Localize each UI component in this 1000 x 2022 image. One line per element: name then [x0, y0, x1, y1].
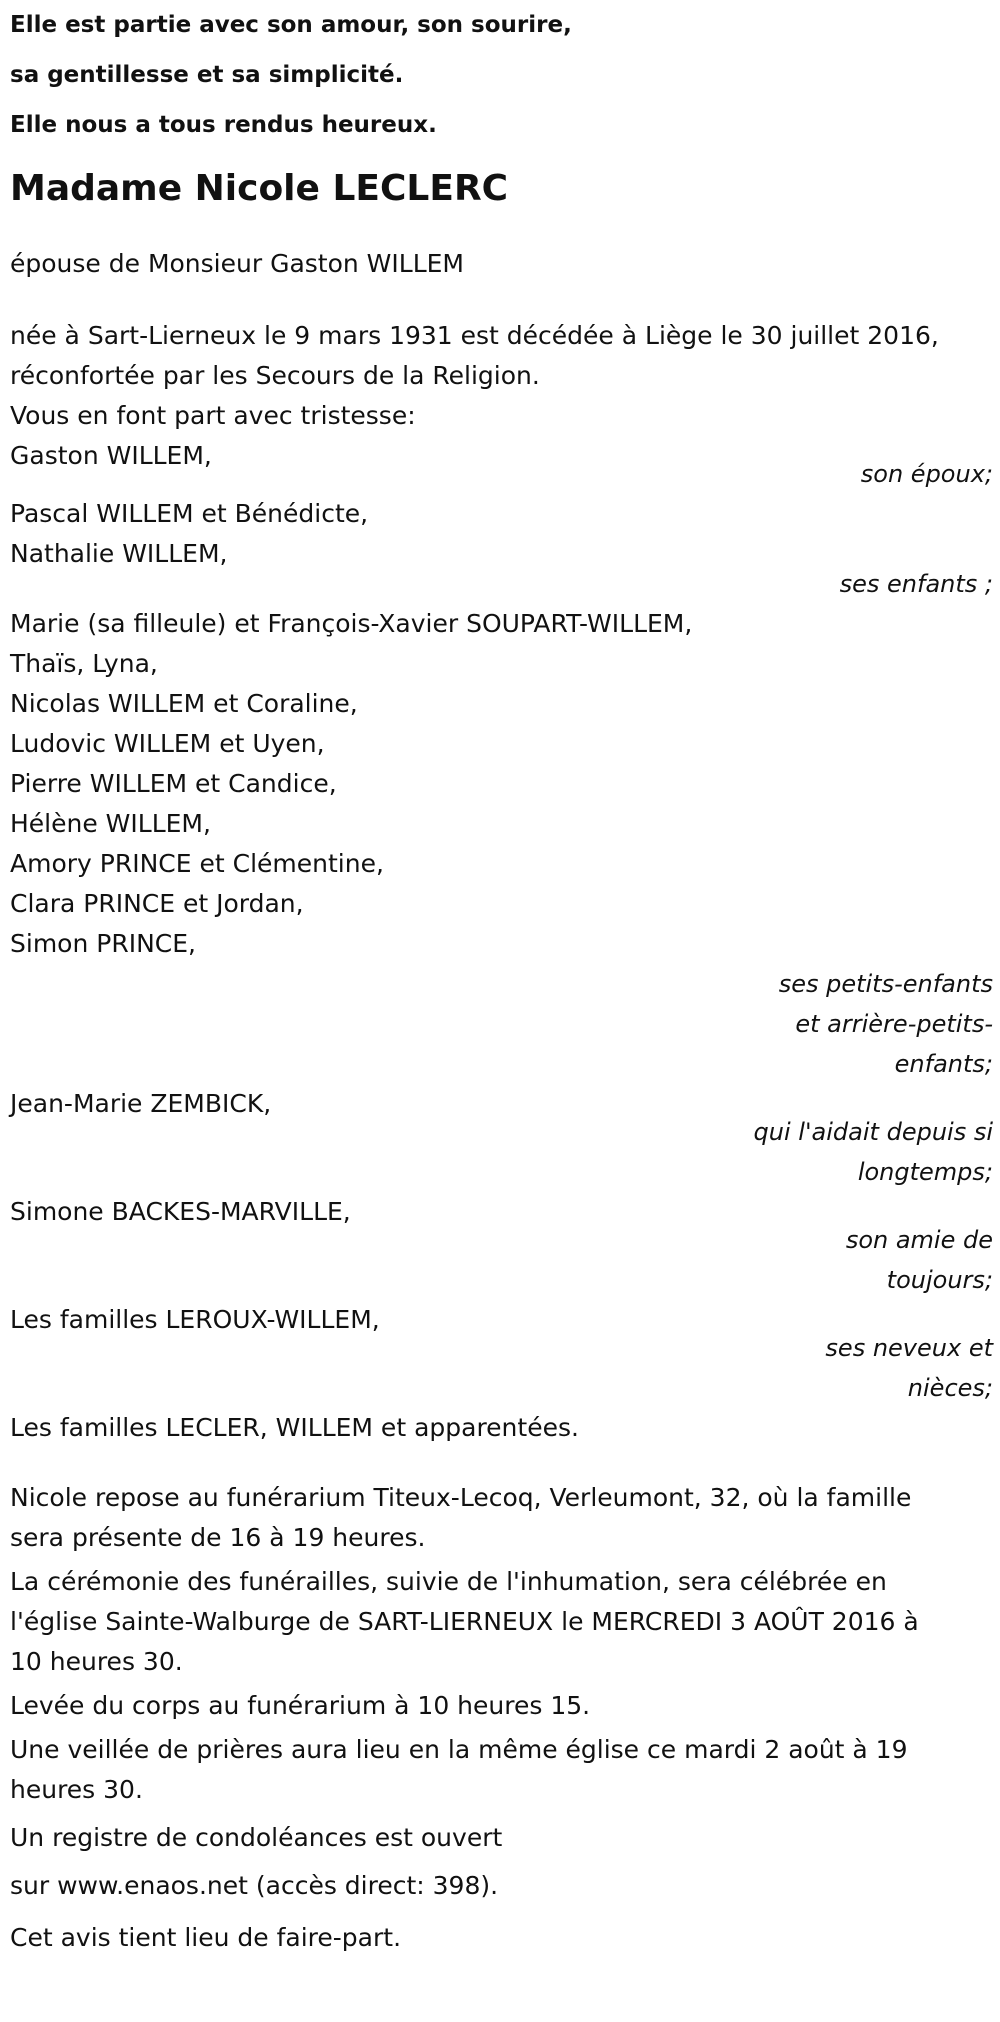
deceased-name: Madame Nicole LECLERC	[10, 168, 509, 209]
family-role-line: qui l'aidait depuis si	[753, 1118, 993, 1146]
birth-death-info	[10, 316, 995, 396]
family-role-line: et arrière-petits-	[795, 1010, 993, 1038]
family-role	[743, 964, 995, 1084]
detail-line: Nicole repose au funérarium Titeux-Lecoq, Verleumont, 32, où la famille	[10, 1483, 912, 1512]
levee-info: Levée du corps au funérarium à 10 heures 15.	[10, 1691, 591, 1720]
spouse-line: épouse de Monsieur Gaston WILLEM	[10, 249, 464, 278]
family-role-line: ses neveux et	[825, 1334, 993, 1362]
family-member: Nicolas WILLEM et Coraline,	[10, 689, 358, 718]
vigil-info	[10, 1730, 995, 1810]
quote-line: Elle est partie avec son amour, son sourire,	[10, 12, 572, 38]
ceremony-info	[10, 1562, 995, 1682]
family-group-friend	[10, 1192, 995, 1300]
family-member: Ludovic WILLEM et Uyen,	[10, 729, 325, 758]
family-member: Hélène WILLEM,	[10, 809, 211, 838]
family-member: Jean-Marie ZEMBICK,	[10, 1089, 272, 1118]
family-member: Simon PRINCE,	[10, 929, 196, 958]
quote-line: Elle nous a tous rendus heureux.	[10, 112, 437, 138]
detail-line: sur www.enaos.net (accès direct: 398).	[10, 1871, 499, 1900]
detail-line: heures 30.	[10, 1775, 143, 1804]
family-group-grandchildren	[10, 604, 995, 1084]
family-role	[733, 1112, 995, 1192]
quote-line: sa gentillesse et sa simplicité.	[10, 62, 404, 88]
family-role-line: son amie de	[845, 1226, 993, 1254]
family-group-spouse	[10, 436, 995, 494]
birth-death-line: réconfortée par les Secours de la Religion.	[10, 361, 540, 390]
detail-line: Une veillée de prières aura lieu en la même église ce mardi 2 août à 19	[10, 1735, 908, 1764]
obituary-notice	[10, 0, 995, 1962]
family-role-line: enfants;	[894, 1050, 993, 1078]
opening-quote	[10, 0, 995, 150]
family-member: Gaston WILLEM,	[10, 441, 212, 470]
family-role-line: ses petits-enfants	[778, 970, 993, 998]
family-role	[793, 1220, 995, 1300]
detail-line: 10 heures 30.	[10, 1647, 183, 1676]
family-role-line: nièces;	[907, 1374, 993, 1402]
family-role-line: toujours;	[886, 1266, 993, 1294]
family-member: Clara PRINCE et Jordan,	[10, 889, 304, 918]
family-member: Nathalie WILLEM,	[10, 539, 228, 568]
family-member: Simone BACKES-MARVILLE,	[10, 1197, 351, 1226]
family-member: Les familles LEROUX-WILLEM,	[10, 1305, 380, 1334]
family-role: son époux;	[860, 460, 993, 488]
family-member: Pascal WILLEM et Bénédicte,	[10, 499, 369, 528]
birth-death-line: née à Sart-Lierneux le 9 mars 1931 est décédée à Liège le 30 juillet 2016,	[10, 321, 939, 350]
detail-line: La cérémonie des funérailles, suivie de l'inhumation, sera célébrée en	[10, 1567, 887, 1596]
registry-info	[10, 1814, 995, 1910]
family-group-caregiver	[10, 1084, 995, 1192]
detail-line: l'église Sainte-Walburge de SART-LIERNEUX le MERCREDI 3 AOÛT 2016 à	[10, 1607, 919, 1636]
detail-line: Un registre de condoléances est ouvert	[10, 1823, 503, 1852]
funerarium-info	[10, 1478, 995, 1558]
family-group-children	[10, 498, 995, 604]
family-role: ses enfants ;	[839, 570, 993, 598]
announcement-intro: Vous en font part avec tristesse:	[10, 401, 416, 430]
family-member: Thaïs, Lyna,	[10, 649, 158, 678]
other-families: Les familles LECLER, WILLEM et apparentées.	[10, 1413, 579, 1442]
family-role-line: longtemps;	[857, 1158, 993, 1186]
family-role	[793, 1328, 995, 1408]
closing-note: Cet avis tient lieu de faire-part.	[10, 1923, 402, 1952]
family-group-nephews	[10, 1300, 995, 1408]
family-member: Pierre WILLEM et Candice,	[10, 769, 337, 798]
family-member: Amory PRINCE et Clémentine,	[10, 849, 384, 878]
detail-line: sera présente de 16 à 19 heures.	[10, 1523, 426, 1552]
family-member: Marie (sa filleule) et François-Xavier SOUPART-WILLEM,	[10, 609, 693, 638]
